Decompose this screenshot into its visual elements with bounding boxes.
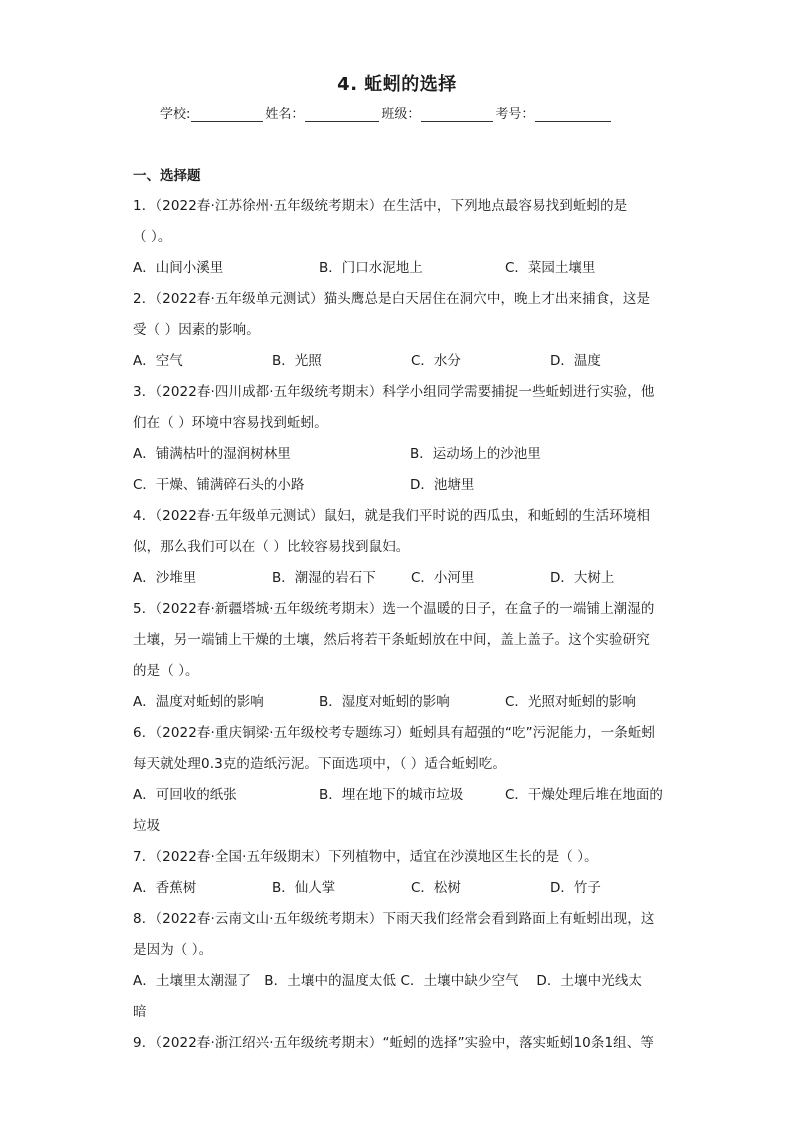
question-7-option-b[interactable]: B．仙人掌 [272, 880, 336, 896]
question-7-option-a[interactable]: A．香蕉树 [133, 880, 197, 896]
question-6-line-1: 6．（2022春·重庆铜梁·五年级校考专题练习）蚯蚓具有超强的“吃”污泥能力，一条蚯蚓 [133, 725, 656, 741]
question-3-option-b[interactable]: B．运动场上的沙池里 [410, 446, 541, 462]
question-8-line-2: 是因为（ ）。 [133, 942, 213, 958]
school-blank [191, 107, 263, 122]
question-1-line-1: 1．（2022春·江苏徐州·五年级统考期末）在生活中，下列地点最容易找到蚯蚓的是 [133, 198, 628, 214]
exam-number-blank [535, 107, 611, 122]
question-9-line-1: 9．（2022春·浙江绍兴·五年级统考期末）“蚯蚓的选择”实验中，落实蚯蚓10条1组、等 [133, 1035, 654, 1051]
question-5-line-2: 土壤，另一端铺上干燥的土壤，然后将若干条蚯蚓放在中间，盖上盖子。这个实验研究 [133, 632, 650, 648]
question-2-line-1: 2．（2022春·五年级单元测试）猫头鹰总是白天居住在洞穴中，晚上才出来捕食，这是 [133, 291, 651, 307]
question-1-option-c[interactable]: C．菜园土壤里 [505, 260, 596, 276]
school-label: 学校: [160, 107, 191, 122]
question-5-options [133, 687, 663, 718]
question-6-option-a[interactable]: A．可回收的纸张 [133, 787, 237, 803]
question-1-line-2: （ ）。 [133, 229, 172, 245]
question-5-line-3: 的是（ ）。 [133, 663, 199, 679]
question-3-option-c[interactable]: C．干燥、铺满碎石头的小路 [133, 477, 305, 493]
name-label: 姓名： [265, 107, 305, 122]
question-3-line-2: 们在（ ）环境中容易找到蚯蚓。 [133, 415, 328, 431]
question-1-option-b[interactable]: B．门口水泥地上 [319, 260, 423, 276]
question-2-line-2: 受（ ）因素的影响。 [133, 322, 260, 338]
question-5-line-1: 5．（2022春·新疆塔城·五年级统考期末）选一个温暖的日子，在盒子的一端铺上潮湿的 [133, 601, 655, 617]
question-4-option-b[interactable]: B．潮湿的岩石下 [272, 570, 376, 586]
section-heading: 一、选择题 [133, 168, 201, 184]
question-4-option-c[interactable]: C．小河里 [411, 570, 475, 586]
question-2-option-d[interactable]: D．温度 [550, 353, 601, 369]
question-3-options-row-1 [133, 439, 663, 470]
question-2-options [133, 346, 663, 377]
exam-number-label: 考号： [495, 107, 535, 122]
question-6-option-c[interactable]: C．干燥处理后堆在地面的 [505, 787, 663, 803]
question-6-option-c-continued: 垃圾 [133, 818, 161, 834]
question-list [133, 163, 663, 1059]
question-8-options[interactable]: A．土壤里太潮湿了 B．土壤中的温度太低 C．土壤中缺少空气 D．土壤中光线太 [133, 973, 643, 989]
question-4-option-a[interactable]: A．沙堆里 [133, 570, 197, 586]
question-4-options [133, 563, 663, 594]
question-1-options [133, 253, 663, 284]
question-1-option-a[interactable]: A．山间小溪里 [133, 260, 224, 276]
question-7-options [133, 873, 663, 904]
question-3-line-1: 3．（2022春·四川成都·五年级统考期末）科学小组同学需要捕捉一些蚯蚓进行实验，他 [133, 384, 655, 400]
page-title: 4. 蚯蚓的选择 [337, 74, 457, 95]
question-2-option-c[interactable]: C．水分 [411, 353, 461, 369]
question-8-line-1: 8．（2022春·云南文山·五年级统考期末）下雨天我们经常会看到路面上有蚯蚓出现，这 [133, 911, 655, 927]
question-7-line-1: 7．（2022春·全国·五年级期末）下列植物中，适宜在沙漠地区生长的是（ ）。 [133, 849, 598, 865]
name-blank [305, 107, 379, 122]
question-5-option-a[interactable]: A．温度对蚯蚓的影响 [133, 694, 264, 710]
question-6-options [133, 780, 663, 811]
question-6-option-b[interactable]: B．埋在地下的城市垃圾 [319, 787, 464, 803]
question-6-line-2: 每天就处理0.3克的造纸污泥。下面选项中，（ ）适合蚯蚓吃。 [133, 756, 507, 772]
question-4-option-d[interactable]: D．大树上 [550, 570, 615, 586]
question-2-option-a[interactable]: A．空气 [133, 353, 183, 369]
student-info-row [160, 103, 640, 122]
question-5-option-c[interactable]: C．光照对蚯蚓的影响 [505, 694, 636, 710]
question-3-options-row-2 [133, 470, 663, 501]
class-blank [421, 107, 493, 122]
question-4-line-1: 4．（2022春·五年级单元测试）鼠妇，就是我们平时说的西瓜虫，和蚯蚓的生活环境相 [133, 508, 651, 524]
question-3-option-d[interactable]: D．池塘里 [410, 477, 475, 493]
question-4-line-2: 似，那么我们可以在（ ）比较容易找到鼠妇。 [133, 539, 410, 555]
question-2-option-b[interactable]: B．光照 [272, 353, 322, 369]
question-5-option-b[interactable]: B．湿度对蚯蚓的影响 [319, 694, 450, 710]
question-8-option-d-continued: 暗 [133, 1004, 147, 1020]
question-3-option-a[interactable]: A．铺满枯叶的湿润树林里 [133, 446, 291, 462]
class-label: 班级： [381, 107, 421, 122]
question-7-option-d[interactable]: D．竹子 [550, 880, 601, 896]
question-7-option-c[interactable]: C．松树 [411, 880, 461, 896]
